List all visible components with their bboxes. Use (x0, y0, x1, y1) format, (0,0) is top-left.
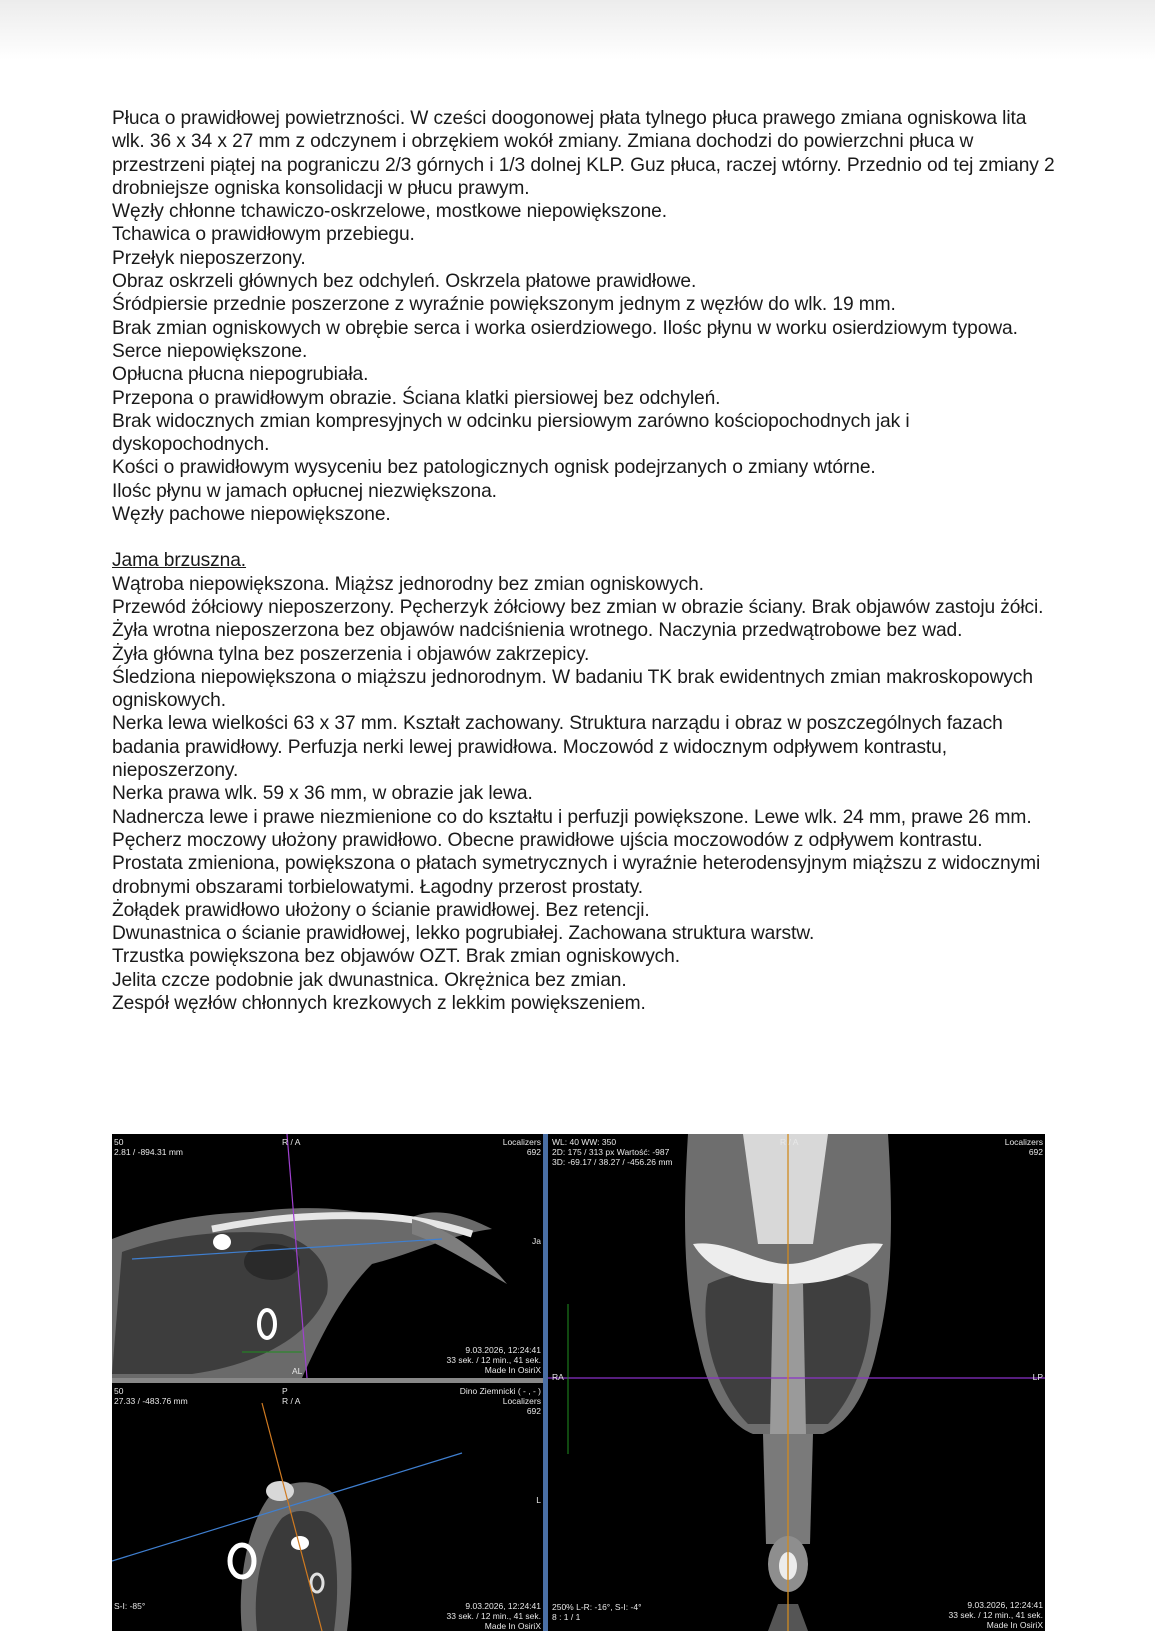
thorax-section (112, 107, 1062, 526)
report-paragraph: Wątroba niepowiększona. Miąższ jednorodny bez zmian ogniskowych. (112, 573, 704, 595)
report-paragraph: Brak widocznych zmian kompresyjnych w odcinku piersiowym zarówno kościopochodnych jak i dyskopochodnych. (112, 410, 910, 456)
overlay-orientation: R / A (282, 1137, 301, 1147)
report-paragraph: Zespół węzłów chłonnych krezkowych z lekkim powiększeniem. (112, 992, 646, 1014)
ct-viewport-axial[interactable] (112, 1383, 543, 1631)
report-paragraph: Przełyk nieposzerzony. (112, 247, 306, 269)
overlay-bottom-right: 9.03.2026, 12:24:41 33 sek. / 12 min., 41 sek. Made In OsiriX (446, 1345, 541, 1375)
ct-report-text (112, 107, 1062, 1015)
overlay-orientation: P R / A (282, 1386, 301, 1406)
report-paragraph: Węzły chłonne tchawiczo-oskrzelowe, mostkowe niepowiększone. (112, 201, 667, 223)
ct-viewport-coronal[interactable] (548, 1134, 1045, 1631)
report-paragraph: Brak zmian ogniskowych w obrębie serca i worka osierdziowego. Ilośc płynu w worku osierdziowym typowa. Serce niepowiększone. (112, 317, 1018, 362)
overlay-orientation: R / A (780, 1137, 799, 1147)
report-paragraph: Nadnercza lewe i prawe niezmienione co do kształtu i perfuzji powiększone. Lewe wlk. 24 mm, prawe 26 mm. (112, 806, 1032, 828)
overlay-top-right: Dino Ziemnicki ( - , - ) Localizers 692 (459, 1386, 541, 1416)
page-top-shadow (0, 0, 1155, 60)
report-paragraph: Węzły pachowe niepowiększone. (112, 504, 391, 526)
report-paragraph: Trzustka powiększona bez objawów OZT. Brak zmian ogniskowych. (112, 946, 680, 968)
axial-ct-image (112, 1383, 543, 1631)
report-paragraph: Opłucna płucna niepogrubiała. (112, 364, 369, 386)
overlay-bottom-left: 250% L-R: -16°, S-I: -4° 8 : 1 / 1 (552, 1602, 642, 1622)
report-paragraph: Pęcherz moczowy ułożony prawidłowo. Obecne prawidłowe ujścia moczowodów z odpływem kontrastu. (112, 829, 983, 851)
abdomen-section (112, 573, 1062, 1016)
report-paragraph: Płuca o prawidłowej powietrzności. W cześci doogonowej płata tylnego płuca prawego zmiana ogniskowa lita wlk. 36 x 34 x 27 mm z odczynem i obrzękiem wokół zmiany. Zmiana dochodzi do powierzchni płuca w przestrzeni piątej na pograniczu 2/3 górnych i 1/3 dolnej KLP. Guz płuca, raczej wtórny. Przednio od tej zmiany 2 drobniejsze ogniska konsolidacji w płucu prawym. (112, 108, 1055, 199)
overlay-top-left: 50 2.81 / -894.31 mm (114, 1137, 183, 1157)
report-paragraph: Obraz oskrzeli głównych bez odchyleń. Oskrzela płatowe prawidłowe. (112, 271, 697, 293)
report-paragraph: Przewód żółciowy nieposzerzony. Pęcherzyk żółciowy bez zmian w obrazie ściany. Brak objawów zastoju żółci. (112, 596, 1044, 618)
coronal-ct-image (548, 1134, 1045, 1631)
report-paragraph: Nerka lewa wielkości 63 x 37 mm. Kształt zachowany. Struktura narządu i obraz w poszczególnych fazach badania prawidłowy. Perfuzja nerki lewej prawidłowa. Moczowód z widocznym odpływem kontrastu, nieposzerzony. (112, 713, 1003, 782)
overlay-top-right: Localizers 692 (502, 1137, 541, 1157)
overlay-right-label: LP (1032, 1372, 1043, 1382)
report-paragraph: Jelita czcze podobnie jak dwunastnica. Okrężnica bez zmian. (112, 969, 627, 991)
overlay-bottom-right: 9.03.2026, 12:24:41 33 sek. / 12 min., 41 sek. Made In OsiriX (446, 1601, 541, 1631)
report-paragraph: Śledziona niepowiększona o miąższu jednorodnym. W badaniu TK brak ewidentnych zmian makroskopowych ogniskowych. (112, 666, 1033, 712)
report-paragraph: Żyła główna tylna bez poszerzenia i objawów zakrzepicy. (112, 643, 590, 665)
sagittal-ct-image (112, 1134, 543, 1378)
overlay-side-label: Ja (532, 1236, 541, 1246)
overlay-bottom-left: S-I: -85° (114, 1601, 146, 1611)
abdomen-heading: Jama brzuszna. (112, 550, 247, 572)
overlay-bottom-right: 9.03.2026, 12:24:41 33 sek. / 12 min., 41 sek. Made In OsiriX (948, 1600, 1043, 1630)
report-paragraph: Tchawica o prawidłowym przebiegu. (112, 224, 415, 246)
overlay-left-label: RA (552, 1372, 564, 1382)
report-paragraph: Ilośc płynu w jamach opłucnej niezwiększona. (112, 480, 497, 502)
report-paragraph: Żyła wrotna nieposzerzona bez objawów nadciśnienia wrotnego. Naczynia przedwątrobowe bez wad. (112, 620, 963, 642)
report-paragraph: Prostata zmieniona, powiększona o płatach symetrycznych i wyraźnie heterodensyjnym miąższu z widocznymi drobnymi obszarami torbielowatymi. Łagodny przerost prostaty. (112, 853, 1041, 898)
report-paragraph: Nerka prawa wlk. 59 x 36 mm, w obrazie jak lewa. (112, 783, 533, 805)
overlay-top-left: WL: 40 WW: 350 2D: 175 / 313 px Wartość: -987 3D: -69.17 / 38.27 / -456.26 mm (552, 1137, 673, 1167)
report-paragraph: Śródpiersie przednie poszerzone z wyraźnie powiększonym jednym z węzłów do wlk. 19 mm. (112, 294, 896, 316)
report-paragraph: Kości o prawidłowym wysyceniu bez patologicznych ognisk podejrzanych o zmiany wtórne. (112, 457, 876, 479)
overlay-bottom-label: AL (292, 1366, 303, 1376)
ct-viewer-screenshot (112, 1134, 1045, 1631)
overlay-top-left: 50 27.33 / -483.76 mm (114, 1386, 188, 1406)
ct-viewport-sagittal[interactable] (112, 1134, 543, 1378)
report-paragraph: Dwunastnica o ścianie prawidłowej, lekko pogrubiałej. Zachowana struktura warstw. (112, 923, 815, 945)
overlay-side-label: L (536, 1495, 541, 1505)
overlay-top-right: Localizers 692 (1004, 1137, 1043, 1157)
report-paragraph: Przepona o prawidłowym obrazie. Ściana klatki piersiowej bez odchyleń. (112, 387, 721, 409)
report-paragraph: Żołądek prawidłowo ułożony o ścianie prawidłowej. Bez retencji. (112, 899, 650, 921)
